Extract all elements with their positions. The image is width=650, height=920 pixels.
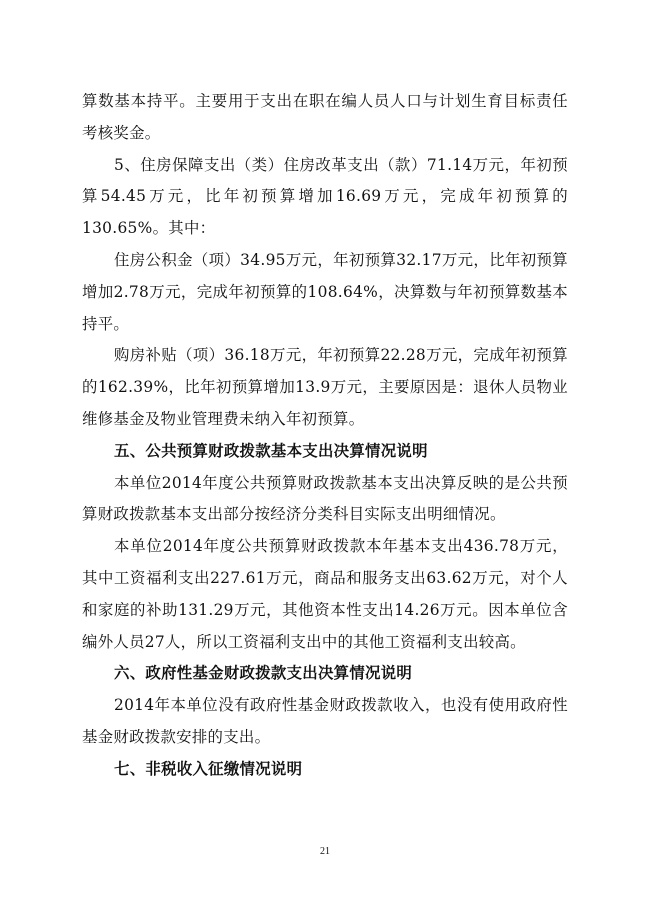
paragraph: 本单位2014年度公共预算财政拨款基本支出决算反映的是公共预算财政拨款基本支出部分按经济分类科目实际支出明细情况。	[82, 473, 568, 524]
page-number: 21	[320, 846, 330, 857]
document-body	[82, 86, 568, 786]
section-heading: 七、非税收入征缴情况说明	[114, 759, 303, 778]
paragraph: 2014年本单位没有政府性基金财政拨款收入，也没有使用政府性基金财政拨款安排的支出。	[82, 696, 568, 746]
section-heading: 五、公共预算财政拨款基本支出决算情况说明	[114, 441, 428, 460]
paragraph: 5、住房保障支出（类）住房改革支出（款）71.14万元，年初预算54.45万元，比年初预算增加16.69万元，完成年初预算的130.65%。其中：	[82, 155, 568, 238]
paragraph: 本单位2014年度公共预算财政拨款本年基本支出436.78万元，其中工资福利支出227.61万元，商品和服务支出63.62万元，对个人和家庭的补助131.29万元，其他资本性支出14.26万元。因本单位含编外人员27人，所以工资福利支出中的其他工资福利支出较高。	[82, 537, 568, 651]
paragraph: 算数基本持平。主要用于支出在职在编人员人口与计划生育目标责任考核奖金。	[82, 92, 568, 142]
section-heading: 六、政府性基金财政拨款支出决算情况说明	[114, 664, 413, 683]
paragraph: 购房补贴（项）36.18万元，年初预算22.28万元，完成年初预算的162.39%，比年初预算增加13.9万元，主要原因是：退休人员物业维修基金及物业管理费未纳入年初预算。	[82, 346, 568, 428]
paragraph: 住房公积金（项）34.95万元，年初预算32.17万元，比年初预算增加2.78万元，完成年初预算的108.64%，决算数与年初预算数基本持平。	[82, 250, 568, 333]
